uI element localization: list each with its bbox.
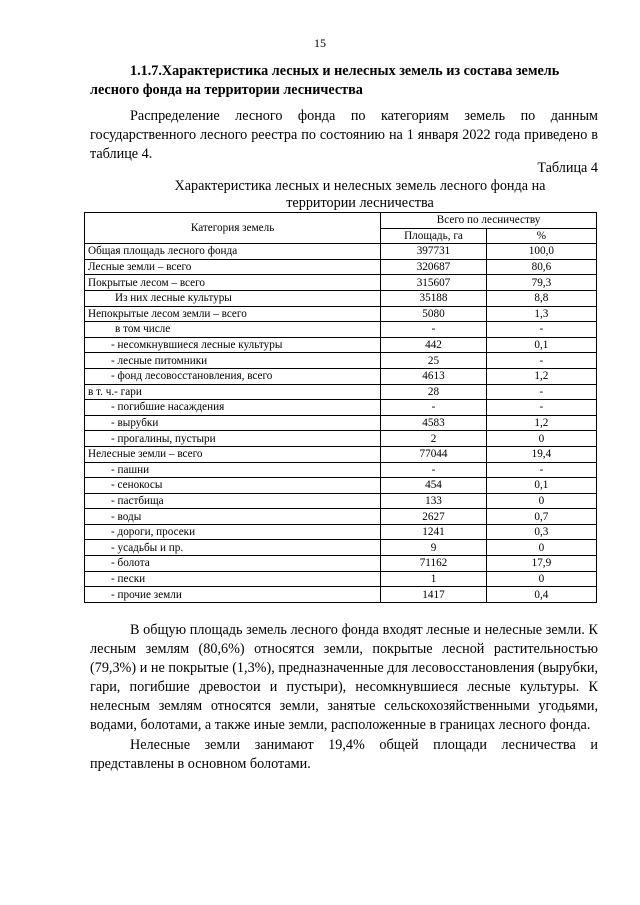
- row-area: 315607: [381, 275, 487, 291]
- table-number: Таблица 4: [537, 160, 598, 176]
- table-row: [85, 306, 597, 322]
- table-row: [85, 259, 597, 275]
- row-area: 442: [381, 337, 487, 353]
- table-row: [85, 493, 597, 509]
- row-category: - прогалины, пустыри: [85, 431, 381, 447]
- row-category: в том числе: [85, 322, 381, 338]
- table-row: [85, 384, 597, 400]
- table-row: [85, 446, 597, 462]
- row-percent: 17,9: [486, 556, 596, 572]
- row-category: Нелесные земли – всего: [85, 446, 381, 462]
- row-category: Общая площадь лесного фонда: [85, 244, 381, 260]
- header-category: Категория земель: [85, 213, 381, 244]
- section-heading-line-1: 1.1.7.Характеристика лесных и нелесных земель из состава земель: [130, 63, 560, 79]
- table-row: [85, 353, 597, 369]
- row-area: -: [381, 400, 487, 416]
- row-percent: 19,4: [486, 446, 596, 462]
- page-number: 15: [314, 36, 326, 50]
- row-area: 71162: [381, 556, 487, 572]
- row-category: - несомкнувшиеся лесные культуры: [85, 337, 381, 353]
- table-title-line-1: Характеристика лесных и нелесных земель лесного фонда на: [174, 178, 546, 194]
- row-area: 397731: [381, 244, 487, 260]
- row-percent: 1,2: [486, 415, 596, 431]
- table-body: [85, 244, 597, 603]
- header-area: Площадь, га: [381, 228, 487, 244]
- row-percent: -: [486, 322, 596, 338]
- row-percent: 0,4: [486, 587, 596, 603]
- table-row: [85, 478, 597, 494]
- row-percent: -: [486, 384, 596, 400]
- row-percent: -: [486, 400, 596, 416]
- row-percent: 8,8: [486, 290, 596, 306]
- row-category: - лесные питомники: [85, 353, 381, 369]
- section-heading-line-2: лесного фонда на территории лесничества: [90, 82, 363, 98]
- table-row: [85, 415, 597, 431]
- table-row: [85, 540, 597, 556]
- row-area: 1241: [381, 524, 487, 540]
- row-area: 28: [381, 384, 487, 400]
- row-percent: 0: [486, 493, 596, 509]
- row-category: - пастбища: [85, 493, 381, 509]
- row-percent: 0,3: [486, 524, 596, 540]
- table-row: [85, 462, 597, 478]
- row-category: - воды: [85, 509, 381, 525]
- row-category: - вырубки: [85, 415, 381, 431]
- table-row: [85, 556, 597, 572]
- row-percent: 0,1: [486, 478, 596, 494]
- row-category: - пашни: [85, 462, 381, 478]
- row-category: - прочие земли: [85, 587, 381, 603]
- row-category: - погибшие насаждения: [85, 400, 381, 416]
- table-row: [85, 290, 597, 306]
- table-row: [85, 337, 597, 353]
- row-area: 25: [381, 353, 487, 369]
- row-category: - болота: [85, 556, 381, 572]
- row-percent: -: [486, 462, 596, 478]
- row-area: 9: [381, 540, 487, 556]
- table-row: [85, 244, 597, 260]
- row-category: Из них лесные культуры: [85, 290, 381, 306]
- table-title: [150, 178, 570, 212]
- row-area: -: [381, 322, 487, 338]
- header-percent: %: [486, 228, 596, 244]
- intro-paragraph: Распределение лесного фонда по категориям земель по данным государственного лесного реестра по состоянию на 1 января 2022 года приведено в таблице 4.: [90, 108, 598, 162]
- table-row: [85, 368, 597, 384]
- row-percent: 0,1: [486, 337, 596, 353]
- row-percent: 0: [486, 540, 596, 556]
- row-area: 4613: [381, 368, 487, 384]
- row-category: Лесные земли – всего: [85, 259, 381, 275]
- row-percent: 100,0: [486, 244, 596, 260]
- table-row: [85, 400, 597, 416]
- row-area: 5080: [381, 306, 487, 322]
- table-row: [85, 571, 597, 587]
- row-area: 2627: [381, 509, 487, 525]
- row-category: в т. ч.- гари: [85, 384, 381, 400]
- row-area: 1417: [381, 587, 487, 603]
- table-row: [85, 587, 597, 603]
- table-title-line-2: территории лесничества: [286, 195, 434, 211]
- table-row: [85, 509, 597, 525]
- row-percent: 79,3: [486, 275, 596, 291]
- summary-paragraph-1: В общую площадь земель лесного фонда входят лесные и нелесные земли. К лесным землям (80,6%) относятся земли, покрытые лесной растительностью (79,3%) и не покрытые (1,3%), предназначенные для лесовосстановления (вырубки, гари, погибшие древостои и пустыри), несомкнувшиеся лесные культуры. К нелесным землям относятся земли, занятые сельскохозяйственными угодьями, водами, болотами, а также иные земли, расположенные в границах лесного фонда.: [90, 622, 598, 733]
- header-total: Всего по лесничеству: [381, 213, 597, 229]
- row-percent: 0,7: [486, 509, 596, 525]
- row-percent: 1,2: [486, 368, 596, 384]
- row-percent: 0: [486, 431, 596, 447]
- row-category: - усадьбы и пр.: [85, 540, 381, 556]
- row-area: 4583: [381, 415, 487, 431]
- row-percent: 1,3: [486, 306, 596, 322]
- row-percent: 80,6: [486, 259, 596, 275]
- table-row: [85, 322, 597, 338]
- section-heading: [90, 62, 598, 100]
- row-area: 77044: [381, 446, 487, 462]
- row-area: 454: [381, 478, 487, 494]
- summary-paragraph-2: Нелесные земли занимают 19,4% общей площади лесничества и представлены в основном болотами.: [90, 737, 598, 772]
- row-category: - пески: [85, 571, 381, 587]
- row-area: -: [381, 462, 487, 478]
- row-area: 35188: [381, 290, 487, 306]
- row-area: 1: [381, 571, 487, 587]
- row-category: - сенокосы: [85, 478, 381, 494]
- row-category: - фонд лесовосстановления, всего: [85, 368, 381, 384]
- table-row: [85, 524, 597, 540]
- row-area: 320687: [381, 259, 487, 275]
- table-row: [85, 275, 597, 291]
- row-category: Покрытые лесом – всего: [85, 275, 381, 291]
- row-area: 133: [381, 493, 487, 509]
- land-categories-table: [84, 212, 597, 603]
- row-category: Непокрытые лесом земли – всего: [85, 306, 381, 322]
- row-category: - дороги, просеки: [85, 524, 381, 540]
- table-row: [85, 431, 597, 447]
- row-percent: 0: [486, 571, 596, 587]
- row-area: 2: [381, 431, 487, 447]
- row-percent: -: [486, 353, 596, 369]
